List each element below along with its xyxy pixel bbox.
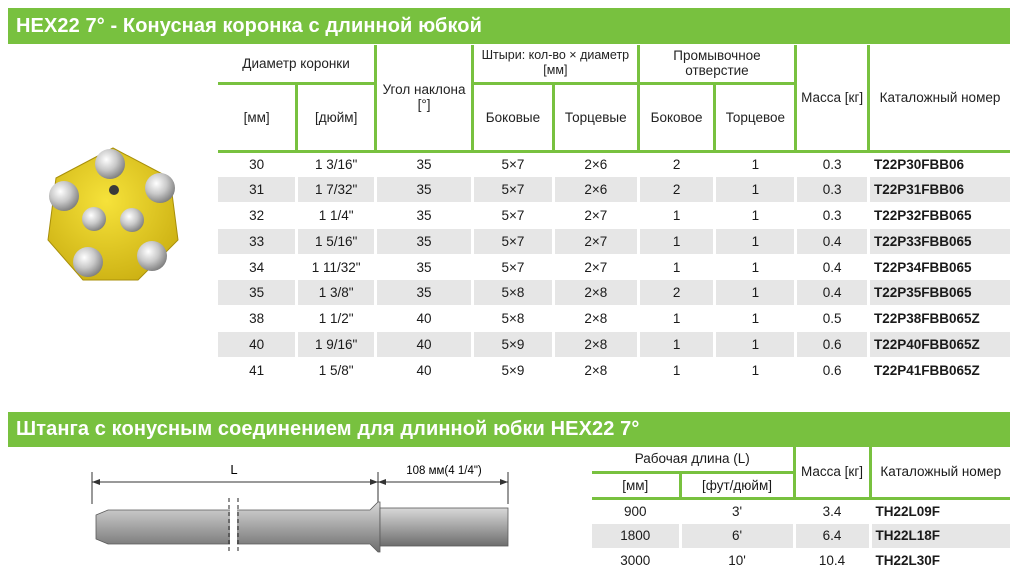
cell-angle: 35	[376, 280, 473, 306]
cell-side: 5×8	[473, 306, 554, 332]
cell-face: 2×7	[553, 203, 638, 229]
cell-fface: 1	[715, 203, 796, 229]
cell-mm: 38	[218, 306, 297, 332]
cell-mm: 40	[218, 332, 297, 358]
cell-cat: TH22L09F	[870, 498, 1010, 523]
cell-mm: 30	[218, 151, 297, 177]
table-row	[218, 280, 1010, 306]
section-title-rod: Штанга с конусным соединением для длинной юбки HEX22 7°	[8, 412, 1010, 447]
header-rod-catalog: Каталожный номер	[870, 447, 1010, 498]
cell-angle: 35	[376, 177, 473, 203]
header-catalog: Каталожный номер	[869, 45, 1011, 151]
cell-angle: 35	[376, 203, 473, 229]
header-angle: Угол наклона [°]	[376, 45, 473, 151]
cell-mass: 0.4	[796, 280, 869, 306]
cell-fface: 1	[715, 254, 796, 280]
rod-shank	[380, 508, 508, 546]
cell-side: 5×7	[473, 151, 554, 177]
cell-angle: 40	[376, 306, 473, 332]
cell-cat: T22P34FBB065	[869, 254, 1011, 280]
cell-ft: 10'	[680, 548, 794, 573]
cell-mm: 31	[218, 177, 297, 203]
cell-face: 2×8	[553, 357, 638, 383]
cell-fface: 1	[715, 280, 796, 306]
header-pins-side: Боковые	[473, 83, 554, 151]
cell-fside: 1	[638, 332, 715, 358]
cell-mm: 32	[218, 203, 297, 229]
cell-ft: 6'	[680, 523, 794, 548]
cell-mass: 0.6	[796, 357, 869, 383]
header-pins-face: Торцевые	[553, 83, 638, 151]
cell-angle: 35	[376, 254, 473, 280]
table-row	[218, 177, 1010, 203]
cell-cat: T22P33FBB065	[869, 228, 1011, 254]
header-pins: Штыри: кол-во × диаметр [мм]	[473, 45, 639, 83]
table-row	[218, 332, 1010, 358]
cell-mass: 0.3	[796, 151, 869, 177]
cell-face: 2×6	[553, 151, 638, 177]
cell-cat: T22P38FBB065Z	[869, 306, 1011, 332]
cell-fface: 1	[715, 357, 796, 383]
cell-fside: 1	[638, 357, 715, 383]
cell-mass: 10.4	[794, 548, 870, 573]
cell-fside: 2	[638, 177, 715, 203]
cell-mm: 35	[218, 280, 297, 306]
header-length-mm: [мм]	[592, 472, 680, 498]
cell-face: 2×8	[553, 280, 638, 306]
cell-ft: 3'	[680, 498, 794, 523]
header-length-ft: [фут/дюйм]	[680, 472, 794, 498]
cell-side: 5×7	[473, 177, 554, 203]
cell-face: 2×8	[553, 306, 638, 332]
cell-mm: 34	[218, 254, 297, 280]
cell-mm: 33	[218, 228, 297, 254]
table-row	[218, 306, 1010, 332]
cell-inch: 1 3/16"	[297, 151, 376, 177]
cell-cat: T22P40FBB065Z	[869, 332, 1011, 358]
cell-side: 5×7	[473, 254, 554, 280]
cell-mass: 0.4	[796, 228, 869, 254]
cell-side: 5×8	[473, 280, 554, 306]
cell-fface: 1	[715, 151, 796, 177]
header-diameter-mm: [мм]	[218, 83, 297, 151]
cell-side: 5×7	[473, 203, 554, 229]
header-flush-face: Торцевое	[715, 83, 796, 151]
bit-specs-table	[218, 45, 1010, 383]
cell-face: 2×6	[553, 177, 638, 203]
cell-fside: 2	[638, 151, 715, 177]
cell-angle: 40	[376, 332, 473, 358]
table-row	[218, 228, 1010, 254]
cell-fface: 1	[715, 332, 796, 358]
cell-mm: 1800	[592, 523, 680, 548]
cell-mm: 3000	[592, 548, 680, 573]
cell-face: 2×8	[553, 332, 638, 358]
cell-angle: 35	[376, 151, 473, 177]
header-diameter-inch: [дюйм]	[297, 83, 376, 151]
cell-mass: 0.4	[796, 254, 869, 280]
cell-side: 5×9	[473, 357, 554, 383]
cell-fface: 1	[715, 306, 796, 332]
table-row	[218, 254, 1010, 280]
header-length: Рабочая длина (L)	[592, 447, 794, 472]
cell-cat: T22P30FBB06	[869, 151, 1011, 177]
cell-mass: 0.6	[796, 332, 869, 358]
cell-cat: T22P35FBB065	[869, 280, 1011, 306]
cell-mass: 6.4	[794, 523, 870, 548]
cell-side: 5×7	[473, 228, 554, 254]
cell-mass: 0.3	[796, 177, 869, 203]
header-flush-side: Боковое	[638, 83, 715, 151]
cell-inch: 1 1/2"	[297, 306, 376, 332]
cell-fside: 1	[638, 203, 715, 229]
table-row	[592, 498, 1010, 523]
rod-drawing	[84, 452, 524, 562]
dim-label-length: L	[230, 462, 238, 477]
cell-fface: 1	[715, 177, 796, 203]
table-row	[592, 523, 1010, 548]
cell-cat: T22P32FBB065	[869, 203, 1011, 229]
header-rod-mass: Масса [кг]	[794, 447, 870, 498]
cell-inch: 1 7/32"	[297, 177, 376, 203]
table-row	[592, 548, 1010, 573]
cell-cat: T22P41FBB065Z	[869, 357, 1011, 383]
table-row	[218, 203, 1010, 229]
cell-face: 2×7	[553, 254, 638, 280]
table-row	[218, 151, 1010, 177]
cell-fside: 1	[638, 254, 715, 280]
cell-mass: 3.4	[794, 498, 870, 523]
drill-bit-image	[38, 140, 188, 290]
cell-fside: 2	[638, 280, 715, 306]
cell-fside: 1	[638, 228, 715, 254]
cell-inch: 1 5/16"	[297, 228, 376, 254]
cell-cat: TH22L30F	[870, 548, 1010, 573]
cell-mm: 41	[218, 357, 297, 383]
cell-inch: 1 1/4"	[297, 203, 376, 229]
rod-specs-table	[592, 447, 1010, 573]
cell-angle: 40	[376, 357, 473, 383]
table-row	[218, 357, 1010, 383]
cell-inch: 1 3/8"	[297, 280, 376, 306]
header-flush: Промывочное отверстие	[638, 45, 796, 83]
cell-mass: 0.3	[796, 203, 869, 229]
dim-label-shank: 108 мм(4 1/4")	[406, 465, 482, 477]
cell-inch: 1 9/16"	[297, 332, 376, 358]
cell-side: 5×9	[473, 332, 554, 358]
header-mass: Масса [кг]	[796, 45, 869, 151]
cell-mm: 900	[592, 498, 680, 523]
cell-fface: 1	[715, 228, 796, 254]
section-title-bit: HEX22 7° - Конусная коронка с длинной юбкой	[8, 8, 1010, 44]
cell-angle: 35	[376, 228, 473, 254]
header-diameter: Диаметр коронки	[218, 45, 376, 83]
cell-cat: TH22L18F	[870, 523, 1010, 548]
cell-cat: T22P31FBB06	[869, 177, 1011, 203]
cell-inch: 1 11/32"	[297, 254, 376, 280]
cell-fside: 1	[638, 306, 715, 332]
cell-mass: 0.5	[796, 306, 869, 332]
cell-inch: 1 5/8"	[297, 357, 376, 383]
cell-face: 2×7	[553, 228, 638, 254]
